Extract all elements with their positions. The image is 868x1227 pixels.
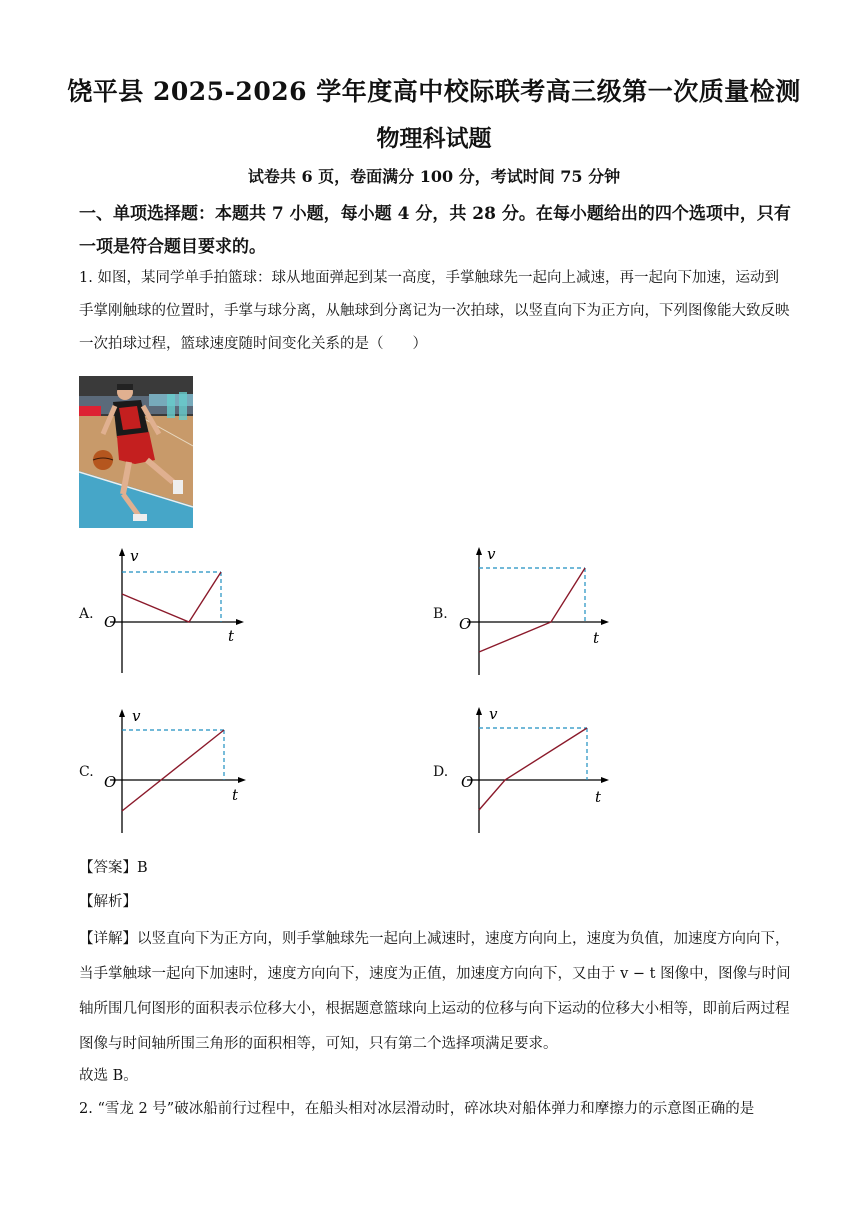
t-axis-arrow-icon <box>601 777 609 783</box>
section-heading: 一、单项选择题：本题共 7 小题，每小题 4 分，共 28 分。在每小题给出的四个选项中，只有一项是符合题目要求的。 <box>79 204 791 257</box>
subject-title: 物理科试题 <box>376 125 492 152</box>
t-axis-label: t <box>228 627 235 645</box>
origin-label: O <box>104 773 117 791</box>
option-d-label: D. <box>433 764 449 780</box>
final-choice: 故选 B。 <box>79 1068 138 1084</box>
v-axis-label: v <box>130 547 139 565</box>
v-axis-label: v <box>489 705 498 723</box>
v-axis-arrow-icon <box>119 548 125 556</box>
v-axis-label: v <box>487 545 496 563</box>
velocity-curve <box>479 728 587 810</box>
v-axis-arrow-icon <box>476 707 482 715</box>
v-axis-label: v <box>132 707 141 725</box>
basketball-player-photo <box>79 376 193 528</box>
option-c-graph <box>98 705 258 837</box>
question-2-text: 2. “雪龙 2 号”破冰船前行过程中，在船头相对冰层滑动时，碎冰块对船体弹力和摩擦力的示意图正确的是 <box>79 1101 755 1117</box>
velocity-curve <box>122 572 221 622</box>
t-axis-arrow-icon <box>601 619 609 625</box>
t-axis-arrow-icon <box>236 619 244 625</box>
velocity-curve <box>122 730 224 811</box>
option-c-label: C. <box>79 764 94 780</box>
origin-label: O <box>461 773 474 791</box>
detailed-explanation: 【详解】以竖直向下为正方向，则手掌触球先一起向上减速时，速度方向向上，速度为负值，加速度方向向下，当手掌触球一起向下加速时，速度方向向下，速度为正值，加速度方向向下，又由于 v − t 图像中，图像与时间轴所围几何图形的面积表示位移大小，根据题意篮球向上运动的位移与向下运动的位移大小相等，即前后两过程图像与时间轴所围三角形的面积相等，可知，只有第二个选择项满足要求。 <box>79 931 791 1052</box>
t-axis-label: t <box>593 629 600 647</box>
t-axis-label: t <box>595 788 602 806</box>
velocity-curve <box>479 568 585 652</box>
option-d-graph <box>455 703 615 837</box>
origin-label: O <box>459 615 472 633</box>
t-axis-label: t <box>232 786 239 804</box>
v-axis-arrow-icon <box>476 547 482 555</box>
option-a-label: A. <box>79 606 94 622</box>
origin-label: O <box>104 613 117 631</box>
option-b-graph <box>455 543 615 681</box>
v-axis-arrow-icon <box>119 709 125 717</box>
analysis-label: 【解析】 <box>79 894 137 910</box>
option-b-label: B. <box>433 606 448 622</box>
answer: 【答案】B <box>79 860 148 876</box>
option-a-graph <box>98 545 258 680</box>
exam-title: 饶平县 2025-2026 学年度高中校际联考高三级第一次质量检测 <box>67 77 801 106</box>
question-1-text: 1. 如图，某同学单手拍篮球：球从地面弹起到某一高度，手掌触球先一起向上减速，再一起向下加速，运动到手掌刚触球的位置时，手掌与球分离，从触球到分离记为一次拍球，以竖直向下为正方向，下列图像能大致反映一次拍球过程，篮球速度随时间变化关系的是（ ） <box>79 270 790 352</box>
t-axis-arrow-icon <box>238 777 246 783</box>
exam-info: 试卷共 6 页，卷面满分 100 分，考试时间 75 分钟 <box>247 167 621 186</box>
